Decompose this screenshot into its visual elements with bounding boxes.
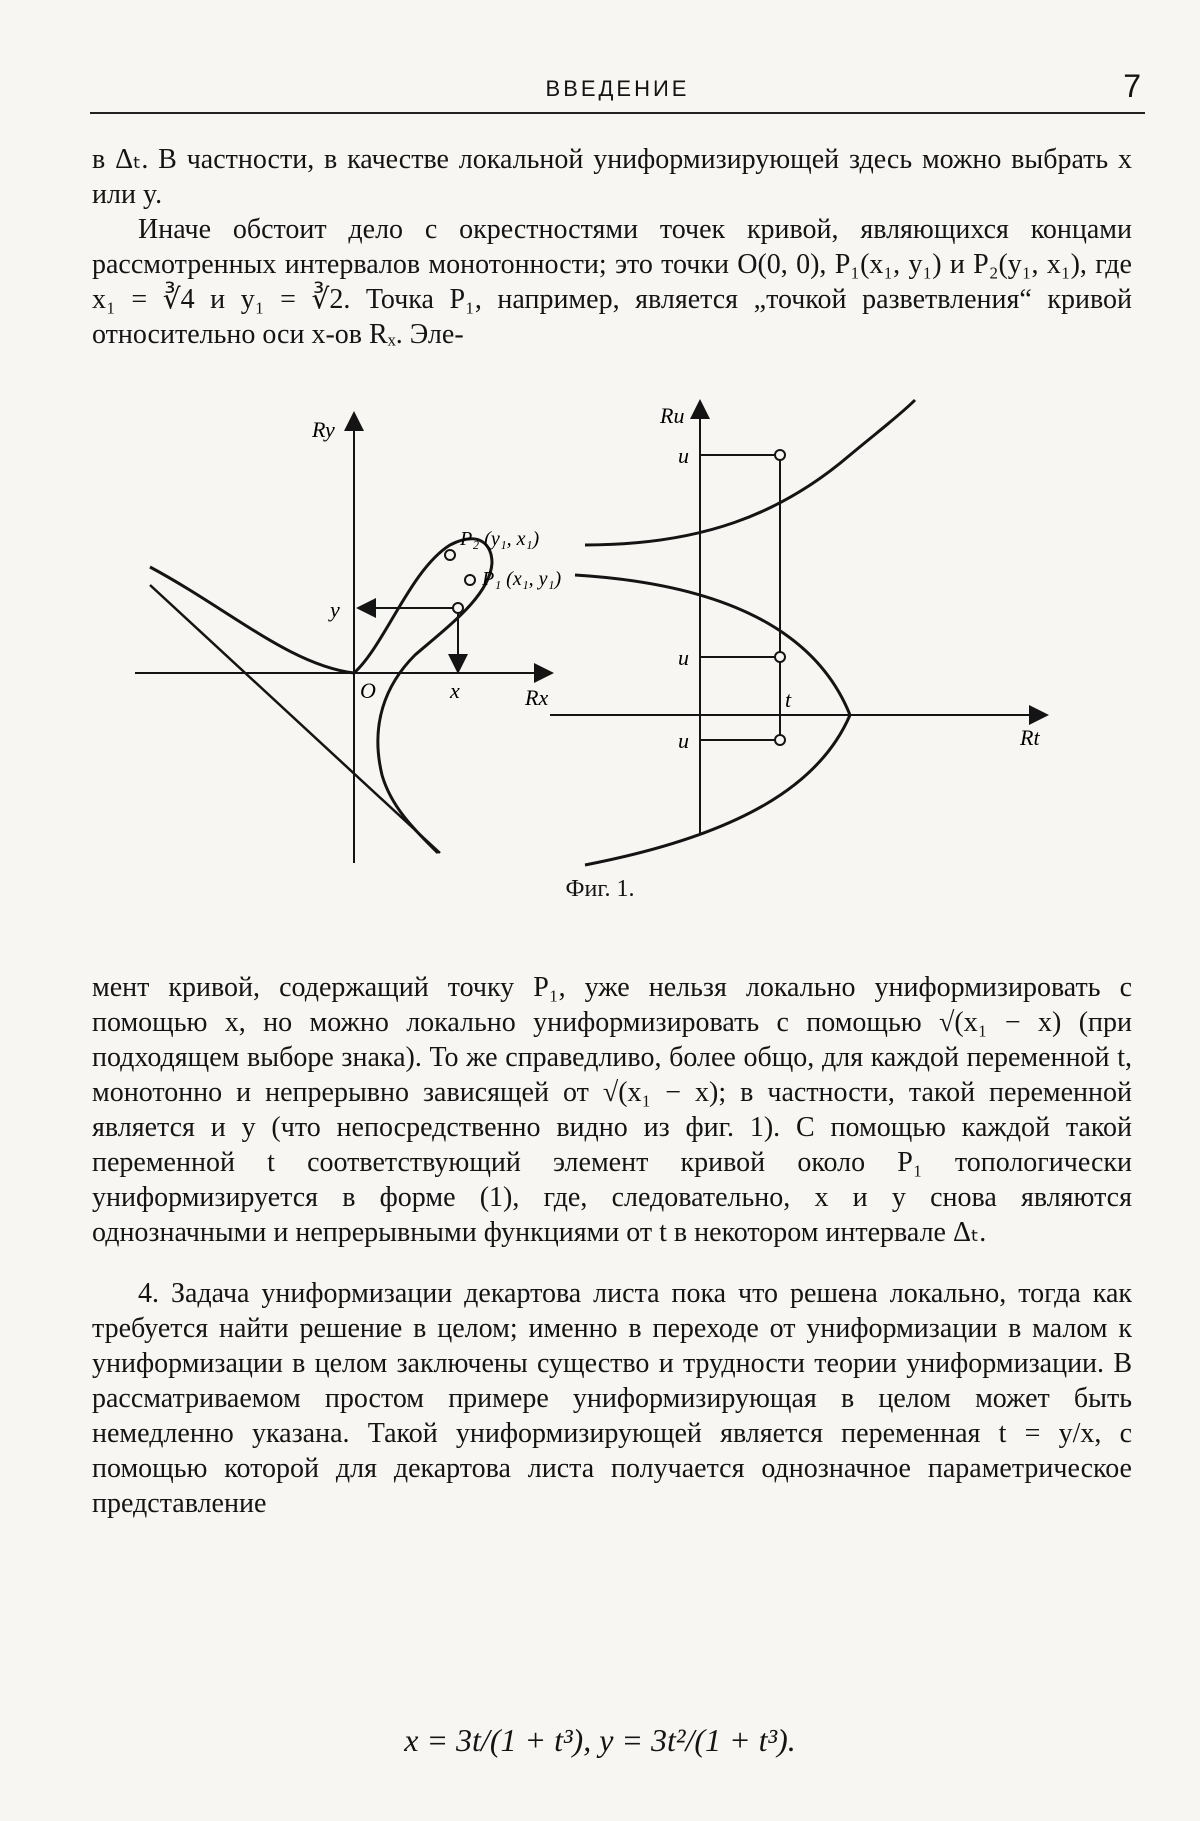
figure-caption: Фиг. 1. <box>565 876 635 902</box>
paragraph: 4. Задача униформизации декартова листа пока что решена локально, тогда как требуется найти решение в целом; именно в переходе от униформизации в малом к униформизации в целом заключены существо и трудности теории униформизации. В рассматриваемом простом примере униформизирующая в целом может быть немедленно указана. Такой униформизирующей является переменная t = y/x, с помощью которой для декартова листа получается однозначное параметрическое представление <box>92 1278 1132 1519</box>
tick-label-y: y <box>330 597 340 622</box>
point-low <box>775 735 785 745</box>
paragraph: мент кривой, содержащий точку P₁, уже нельзя локально униформизировать с помощью x, но можно локально униформизировать с помощью √(x₁ − x) (при подходящем выборе знака). То же справедливо, более общо, для каждой переменной t, монотонно и непрерывно зависящей от √(x₁ − x); в частности, такой переменной является и y (что непосредственно видно из фиг. 1). С помощью каждой такой переменной t соответствующий элемент кривой около P₁ топологически униформизируется в форме (1), где, следовательно, x и y снова являются однозначными и непрерывными функциями от t в некотором интервале Δₜ. <box>92 972 1132 1248</box>
point-p1-branch <box>465 575 475 585</box>
parametric-formula: x = 3t/(1 + t³), y = 3t²/(1 + t³). <box>404 1722 796 1758</box>
text-block-bottom <box>92 970 1132 1521</box>
page-number: 7 <box>1123 68 1141 104</box>
figure-1 <box>120 395 1080 875</box>
text-block-top <box>92 142 1132 352</box>
upper-curve <box>585 400 915 545</box>
label-p1: P₁ (x₁, y₁) <box>482 568 562 590</box>
label-p2: P₂ (y₁, x₁) <box>460 528 540 550</box>
tick-label-x: x <box>450 678 460 703</box>
u-label-top: u <box>678 443 689 468</box>
axis-label-rt: Rt <box>1020 725 1040 750</box>
point-p1 <box>453 603 463 613</box>
point-p2 <box>445 550 455 560</box>
chapter-title: ВВЕДЕНИЕ <box>545 76 690 101</box>
axis-label-ru: Ru <box>660 403 685 428</box>
paragraph: Иначе обстоит дело с окрестностями точек кривой, являющихся концами рассмотренных интервалов монотонности; это точки O(0, 0), P₁(x₁, y₁) и P₂(y₁, x₁), где x₁ = ∛4 и y₁ = ∛2. Точка P₁, например, является „точкой разветвления“ кривой относительно оси x-ов Rₓ. Эле- <box>92 214 1132 350</box>
origin-label: O <box>360 678 376 703</box>
asymptote-line <box>150 585 440 853</box>
folium-plot <box>135 415 550 863</box>
u-label-mid: u <box>678 645 689 670</box>
axis-label-rx: Rx <box>525 685 549 710</box>
t-label: t <box>785 687 792 712</box>
paragraph: в Δₜ. В частности, в качестве локальной униформизирующей здесь можно выбрать x или y. <box>92 144 1132 210</box>
point-mid <box>775 652 785 662</box>
u-label-low: u <box>678 728 689 753</box>
point-upper <box>775 450 785 460</box>
folium-curve <box>150 539 492 853</box>
axis-label-ry: Ry <box>312 417 335 442</box>
parabola-curve <box>575 575 850 865</box>
parabola-plot <box>550 400 1045 865</box>
running-header <box>90 68 1145 114</box>
